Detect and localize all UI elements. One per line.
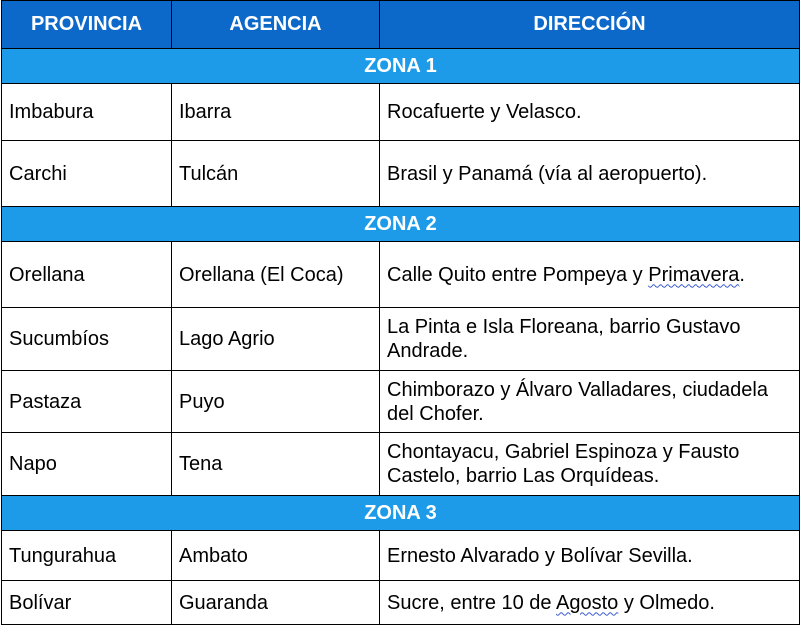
cell-agencia: Puyo bbox=[172, 371, 380, 433]
cell-agencia: Guaranda bbox=[172, 581, 380, 625]
zone-label: ZONA 2 bbox=[2, 207, 800, 242]
table-row bbox=[2, 84, 800, 141]
cell-direccion: La Pinta e Isla Floreana, barrio Gustavo Andrade. bbox=[380, 308, 800, 371]
cell-agencia: Tena bbox=[172, 433, 380, 496]
cell-direccion bbox=[380, 581, 800, 625]
direccion-text: . bbox=[739, 263, 745, 286]
spellcheck-word: Primavera bbox=[648, 263, 740, 286]
cell-direccion: Ernesto Alvarado y Bolívar Sevilla. bbox=[380, 531, 800, 581]
cell-direccion: Chontayacu, Gabriel Espinoza y Fausto Castelo, barrio Las Orquídeas. bbox=[380, 433, 800, 496]
table-row bbox=[2, 242, 800, 308]
cell-provincia: Imbabura bbox=[2, 84, 172, 141]
cell-provincia: Napo bbox=[2, 433, 172, 496]
zone-row-1 bbox=[2, 49, 800, 84]
zone-label: ZONA 1 bbox=[2, 49, 800, 84]
cell-direccion bbox=[380, 242, 800, 308]
direccion-text: y Olmedo. bbox=[618, 591, 715, 614]
table-row bbox=[2, 433, 800, 496]
table-row bbox=[2, 371, 800, 433]
cell-agencia: Lago Agrio bbox=[172, 308, 380, 371]
cell-agencia: Ibarra bbox=[172, 84, 380, 141]
agencies-table bbox=[1, 0, 800, 625]
cell-provincia: Sucumbíos bbox=[2, 308, 172, 371]
table-row bbox=[2, 141, 800, 207]
table-row bbox=[2, 531, 800, 581]
zone-label: ZONA 3 bbox=[2, 496, 800, 531]
cell-provincia: Tungurahua bbox=[2, 531, 172, 581]
header-provincia: PROVINCIA bbox=[2, 1, 172, 49]
header-direccion: DIRECCIÓN bbox=[380, 1, 800, 49]
cell-direccion: Brasil y Panamá (vía al aeropuerto). bbox=[380, 141, 800, 207]
cell-provincia: Carchi bbox=[2, 141, 172, 207]
header-agencia: AGENCIA bbox=[172, 1, 380, 49]
cell-provincia: Pastaza bbox=[2, 371, 172, 433]
cell-provincia: Orellana bbox=[2, 242, 172, 308]
direccion-text: Calle Quito entre Pompeya y bbox=[387, 263, 649, 286]
table-header-row bbox=[2, 1, 800, 49]
cell-agencia: Ambato bbox=[172, 531, 380, 581]
table-row bbox=[2, 581, 800, 625]
cell-direccion: Chimborazo y Álvaro Valladares, ciudadela del Chofer. bbox=[380, 371, 800, 433]
zone-row-3 bbox=[2, 496, 800, 531]
cell-agencia: Orellana (El Coca) bbox=[172, 242, 380, 308]
spellcheck-word: Agosto bbox=[556, 591, 619, 614]
cell-direccion: Rocafuerte y Velasco. bbox=[380, 84, 800, 141]
cell-agencia: Tulcán bbox=[172, 141, 380, 207]
table-row bbox=[2, 308, 800, 371]
zone-row-2 bbox=[2, 207, 800, 242]
cell-provincia: Bolívar bbox=[2, 581, 172, 625]
direccion-text: Sucre, entre 10 de bbox=[387, 591, 557, 614]
